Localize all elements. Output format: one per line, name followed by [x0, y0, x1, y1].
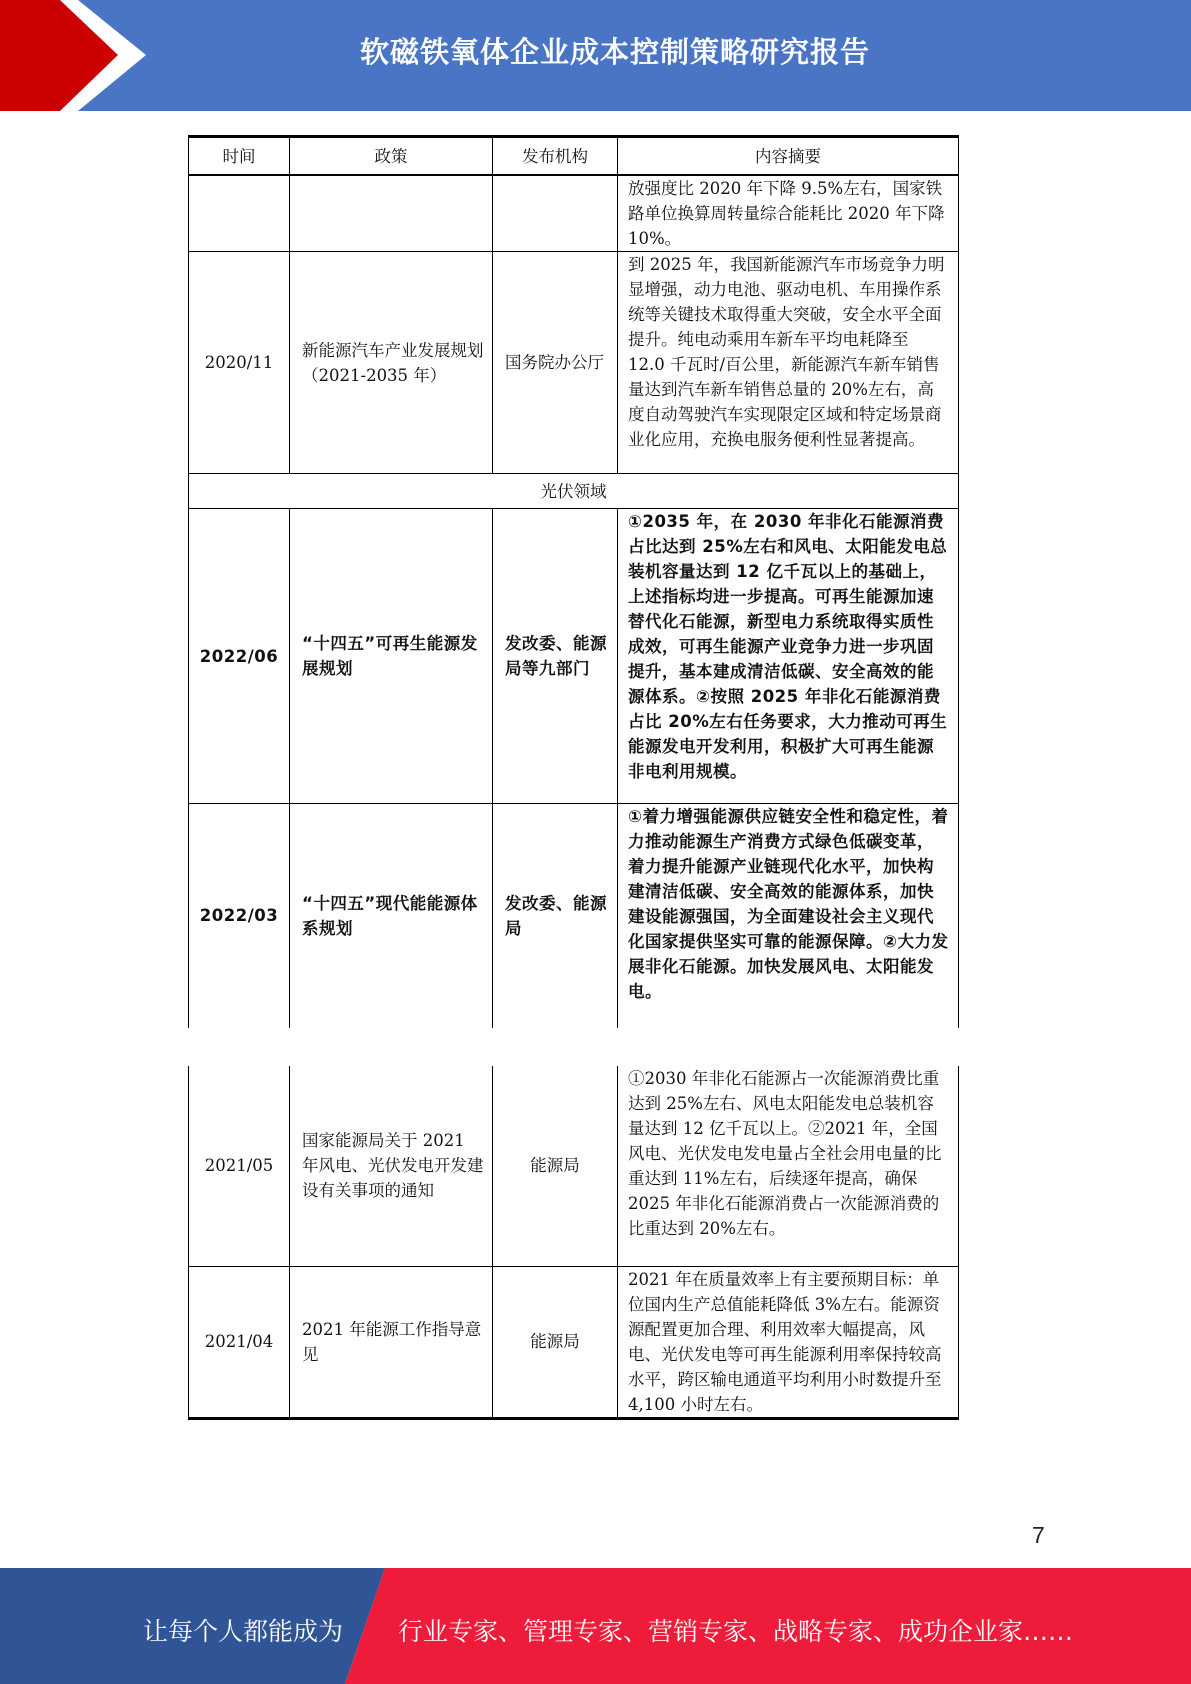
- date-cell: [189, 175, 290, 252]
- footer-slogan-right: 行业专家、管理专家、营销专家、战略专家、成功企业家……: [398, 1617, 1074, 1646]
- section-label: 光伏领域: [189, 474, 959, 509]
- policy-cell: “十四五”现代能能源体系规划: [290, 804, 493, 1028]
- header-content: 内容摘要: [618, 137, 959, 176]
- org-cell: 发改委、能源局: [493, 804, 618, 1028]
- header-policy: 政策: [290, 137, 493, 176]
- table-row: [189, 804, 959, 1028]
- policy-table-part1: [188, 135, 959, 1028]
- table-row: [189, 509, 959, 804]
- org-cell: 国务院办公厅: [493, 252, 618, 474]
- header-date: 时间: [189, 137, 290, 176]
- policy-table-part2: [188, 1066, 959, 1420]
- policy-cell: [290, 175, 493, 252]
- policy-cell: 2021 年能源工作指导意见: [290, 1266, 493, 1418]
- content-cell: 2021 年在质量效率上有主要预期目标：单位国内生产总值能耗降低 3%左右。能源资源配置更加合理、利用效率大幅提高，风电、光伏发电等可再生能源利用率保持较高水平，跨区输电通道平均利用小时数提升至 4,100 小时左右。: [618, 1266, 959, 1418]
- policy-cell: “十四五”可再生能源发展规划: [290, 509, 493, 804]
- footer-slogan-left: 让每个人都能成为: [143, 1617, 344, 1646]
- content-cell: ①着力增强能源供应链安全性和稳定性，着力推动能源生产消费方式绿色低碳变革，着力提升能源产业链现代化水平，加快构建清洁低碳、安全高效的能源体系，加快建设能源强国，为全面建设社会主义现代化国家提供坚实可靠的能源保障。②大力发展非化石能源。加快发展风电、太阳能发电。: [618, 804, 959, 1028]
- content-cell: 放强度比 2020 年下降 9.5%左右，国家铁路单位换算周转量综合能耗比 2020 年下降 10%。: [618, 175, 959, 252]
- policy-cell: 国家能源局关于 2021 年风电、光伏发电开发建设有关事项的通知: [290, 1066, 493, 1266]
- table-row: [189, 175, 959, 252]
- org-cell: [493, 175, 618, 252]
- content-cell: ①2030 年非化石能源占一次能源消费比重达到 25%左右、风电太阳能发电总装机容量达到 12 亿千瓦以上。②2021 年，全国风电、光伏发电发电量占全社会用电量的比重达到 11%左右，后续逐年提高，确保 2025 年非化石能源消费占一次能源消费的比重达到 20%左右。: [618, 1066, 959, 1266]
- header-org: 发布机构: [493, 137, 618, 176]
- table-row: [189, 1266, 959, 1418]
- table-row: [189, 1066, 959, 1266]
- table-header-row: [189, 137, 959, 176]
- org-cell: 能源局: [493, 1266, 618, 1418]
- date-cell: 2020/11: [189, 252, 290, 474]
- date-cell: 2021/04: [189, 1266, 290, 1418]
- content-cell: ①2035 年，在 2030 年非化石能源消费占比达到 25%左右和风电、太阳能发电总装机容量达到 12 亿千瓦以上的基础上，上述指标均进一步提高。可再生能源加速替代化石能源，新型电力系统取得实质性成效，可再生能源产业竞争力进一步巩固提升，基本建成清洁低碳、安全高效的能源体系。②按照 2025 年非化石能源消费占比 20%左右任务要求，大力推动可再生能源发电开发利用，积极扩大可再生能源非电利用规模。: [618, 509, 959, 804]
- date-cell: 2022/03: [189, 804, 290, 1028]
- page-header: [0, 0, 1191, 111]
- org-cell: 发改委、能源局等九部门: [493, 509, 618, 804]
- page-number: 7: [1032, 1522, 1045, 1548]
- org-cell: 能源局: [493, 1066, 618, 1266]
- page-footer: [0, 1568, 1191, 1684]
- report-title: 软磁铁氧体企业成本控制策略研究报告: [359, 35, 870, 69]
- content-cell: 到 2025 年，我国新能源汽车市场竞争力明显增强，动力电池、驱动电机、车用操作系统等关键技术取得重大突破，安全水平全面提升。纯电动乘用车新车平均电耗降至 12.0 千瓦时/百公里，新能源汽车新车销售量达到汽车新车销售总量的 20%左右，高度自动驾驶汽车实现限定区域和特定场景商业化应用，充换电服务便利性显著提高。: [618, 252, 959, 474]
- date-cell: 2021/05: [189, 1066, 290, 1266]
- table-row: [189, 252, 959, 474]
- header-arrow-decoration: [0, 0, 200, 111]
- section-row: [189, 474, 959, 509]
- policy-cell: 新能源汽车产业发展规划（2021-2035 年）: [290, 252, 493, 474]
- date-cell: 2022/06: [189, 509, 290, 804]
